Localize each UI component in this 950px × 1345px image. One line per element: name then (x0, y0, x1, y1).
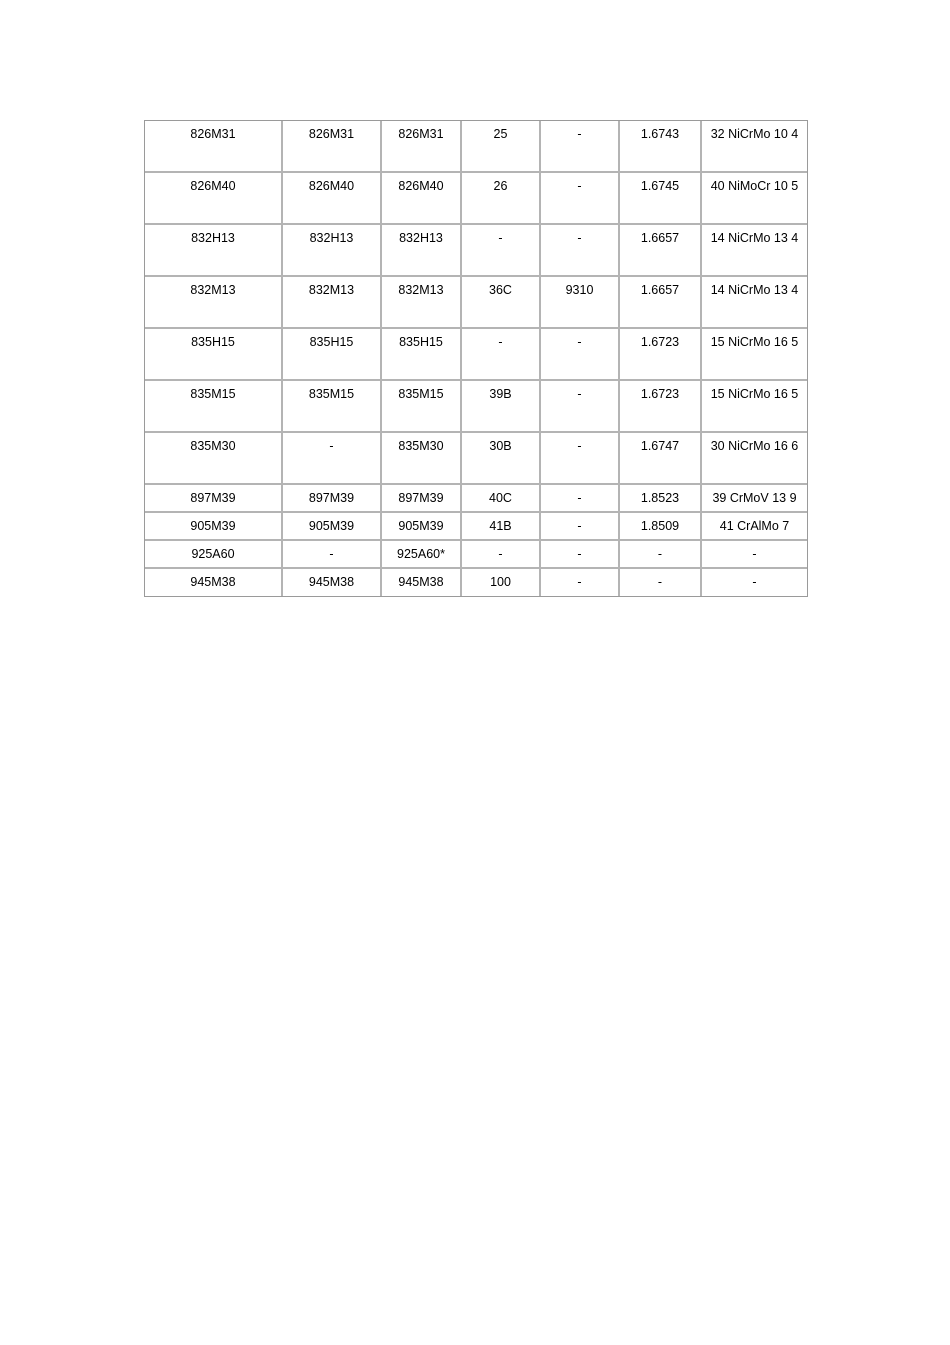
table-row (145, 121, 807, 173)
table-cell: - (541, 381, 620, 433)
table-cell: - (541, 329, 620, 381)
table-cell: 832M13 (283, 277, 382, 329)
table-cell: 945M38 (145, 569, 283, 596)
table-cell: 897M39 (145, 485, 283, 513)
table-cell: 9310 (541, 277, 620, 329)
table-cell: - (752, 575, 757, 589)
table-row (145, 277, 807, 329)
table-cell: - (462, 541, 541, 569)
table-cell: 826M40 (382, 173, 462, 225)
table-cell: 826M40 (145, 173, 283, 225)
table-cell: - (283, 541, 382, 569)
table-cell: 100 (462, 569, 541, 596)
table-cell: 832H13 (382, 225, 462, 277)
table-cell: - (620, 541, 702, 569)
table-cell: - (462, 329, 541, 381)
table-cell: 30 NiCrMo 16 6 (702, 433, 807, 485)
table-cell: - (541, 121, 620, 173)
table-row (145, 173, 807, 225)
table-cell: 14 NiCrMo 13 4 (702, 225, 807, 277)
table-cell: 15 NiCrMo 16 5 (702, 329, 807, 381)
table-cell: - (541, 569, 620, 596)
table-cell: 41B (462, 513, 541, 541)
table-row (145, 381, 807, 433)
table-row (145, 225, 807, 277)
table-cell: 1.6745 (620, 173, 702, 225)
table-cell: 1.8523 (620, 485, 702, 513)
table-cell: - (283, 433, 382, 485)
table-cell: 835M15 (145, 381, 283, 433)
steel-grade-table (144, 120, 808, 597)
table-cell: - (541, 485, 620, 513)
table-cell: 1.6723 (620, 381, 702, 433)
table-cell: 1.6657 (620, 225, 702, 277)
table-cell: 945M38 (382, 569, 462, 596)
table-row (145, 513, 807, 541)
table-cell: 826M40 (283, 173, 382, 225)
table-cell: - (462, 225, 541, 277)
table-cell: 835H15 (283, 329, 382, 381)
table-cell: 40 NiMoCr 10 5 (702, 173, 807, 225)
table-cell: 41 CrAlMo 7 (702, 513, 807, 541)
table-cell: 832M13 (145, 277, 283, 329)
table-cell: 897M39 (283, 485, 382, 513)
table-cell: 835M15 (382, 381, 462, 433)
table-row (145, 569, 807, 596)
table-cell: 30B (462, 433, 541, 485)
table-cell: 835H15 (145, 329, 283, 381)
table-cell: - (541, 513, 620, 541)
table-cell: 826M31 (145, 121, 283, 173)
table-cell: - (541, 225, 620, 277)
table-cell: 25 (462, 121, 541, 173)
table-cell: 897M39 (382, 485, 462, 513)
table-cell: 832H13 (283, 225, 382, 277)
table-cell: 1.8509 (620, 513, 702, 541)
table-cell: 835M30 (145, 433, 283, 485)
table-cell: 835H15 (382, 329, 462, 381)
table-cell: - (702, 541, 807, 569)
table-cell: 905M39 (382, 513, 462, 541)
table-cell: 826M31 (382, 121, 462, 173)
table-cell: 826M31 (283, 121, 382, 173)
table-cell: 39 CrMoV 13 9 (702, 485, 807, 513)
table-cell: - (541, 433, 620, 485)
table-row (145, 485, 807, 513)
table-cell: 925A60 (145, 541, 283, 569)
table-body (145, 121, 807, 596)
table-cell: 1.6657 (620, 277, 702, 329)
table-cell: 15 NiCrMo 16 5 (702, 381, 807, 433)
table-cell: 39B (462, 381, 541, 433)
table-cell: - (541, 541, 620, 569)
table-row (145, 433, 807, 485)
table-cell: 925A60* (382, 541, 462, 569)
table-cell: 945M38 (283, 569, 382, 596)
table-cell: 905M39 (145, 513, 283, 541)
table-cell: - (620, 569, 702, 596)
table-cell: 1.6723 (620, 329, 702, 381)
table-cell: 14 NiCrMo 13 4 (702, 277, 807, 329)
table-cell: - (541, 173, 620, 225)
table-row (145, 541, 807, 569)
table-cell: 835M15 (283, 381, 382, 433)
table-cell: 32 NiCrMo 10 4 (702, 121, 807, 173)
table-cell: 1.6747 (620, 433, 702, 485)
table-cell: 905M39 (283, 513, 382, 541)
table-cell: 36C (462, 277, 541, 329)
table-cell: 1.6743 (620, 121, 702, 173)
table-cell: 40C (462, 485, 541, 513)
table-cell: 26 (462, 173, 541, 225)
table-cell: 832H13 (145, 225, 283, 277)
table-cell: 835M30 (382, 433, 462, 485)
table-row (145, 329, 807, 381)
table-cell: 832M13 (382, 277, 462, 329)
